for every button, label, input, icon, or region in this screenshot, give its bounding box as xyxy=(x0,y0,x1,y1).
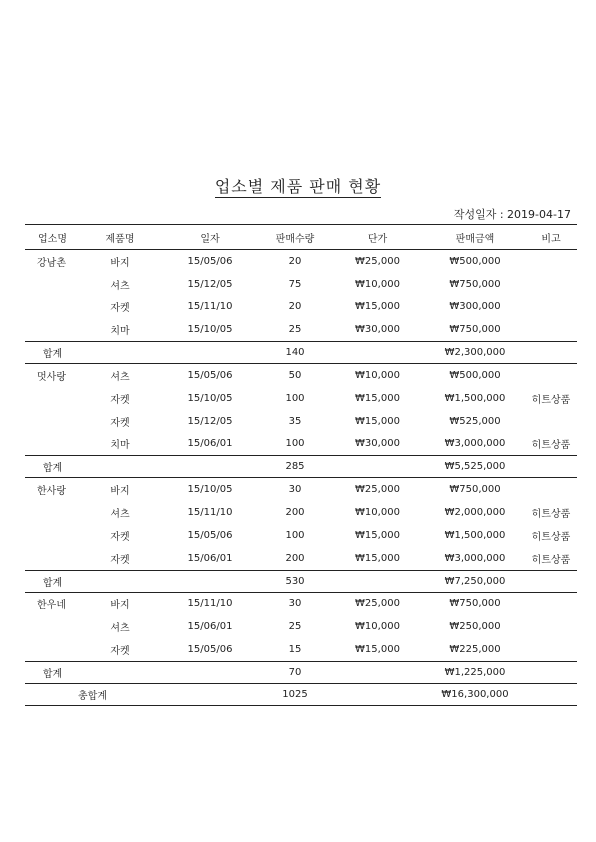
table-row xyxy=(25,387,577,410)
cell-quantity: 25 xyxy=(288,324,302,336)
subtotal-label: 합계 xyxy=(25,456,80,478)
header-quantity: 판매수량 xyxy=(260,225,330,250)
cell-vendor: 한사랑 xyxy=(37,486,66,498)
cell-empty xyxy=(80,456,160,478)
report-date: 작성일자 : 2019-04-17 xyxy=(453,208,571,221)
cell-vendor xyxy=(25,638,80,661)
subtotal-quantity: 70 xyxy=(260,661,330,683)
cell-amount: ₩3,000,000 xyxy=(444,438,506,450)
cell-vendor: 한우네 xyxy=(37,600,66,612)
cell-date: 15/05/06 xyxy=(187,255,233,267)
subtotal-quantity: 285 xyxy=(260,456,330,478)
subtotal-amount: ₩2,300,000 xyxy=(425,342,525,364)
header-note: 비고 xyxy=(525,225,577,250)
cell-note xyxy=(525,410,577,433)
cell-empty xyxy=(525,570,577,592)
cell-note xyxy=(525,615,577,638)
cell-amount: ₩3,000,000 xyxy=(444,552,506,564)
header-amount: 판매금액 xyxy=(425,225,525,250)
subtotal-label: 합계 xyxy=(25,661,80,683)
table-row xyxy=(25,364,577,387)
cell-empty xyxy=(160,661,260,683)
subtotal-amount: ₩1,225,000 xyxy=(425,661,525,683)
cell-unit-price: ₩15,000 xyxy=(355,392,400,404)
cell-unit-price: ₩10,000 xyxy=(355,278,400,290)
cell-empty xyxy=(160,683,260,705)
cell-date: 15/11/10 xyxy=(187,507,233,519)
table-header-row xyxy=(25,225,577,250)
table-row xyxy=(25,478,577,501)
cell-note xyxy=(525,318,577,341)
cell-quantity: 200 xyxy=(285,507,305,519)
cell-quantity: 25 xyxy=(288,621,302,633)
grand-total-row xyxy=(25,683,577,705)
grand-total-amount: ₩16,300,000 xyxy=(425,683,525,705)
cell-unit-price: ₩15,000 xyxy=(355,552,400,564)
table-row xyxy=(25,296,577,319)
cell-amount: ₩750,000 xyxy=(449,484,501,496)
cell-vendor xyxy=(25,318,80,341)
cell-product: 치마 xyxy=(110,440,130,452)
subtotal-quantity: 530 xyxy=(260,570,330,592)
cell-empty xyxy=(160,342,260,364)
cell-quantity: 35 xyxy=(288,415,302,427)
cell-quantity: 15 xyxy=(288,644,302,656)
cell-note: 히트상품 xyxy=(531,509,571,521)
cell-quantity: 20 xyxy=(288,301,302,313)
cell-unit-price: ₩15,000 xyxy=(355,644,400,656)
cell-note xyxy=(525,592,577,615)
cell-amount: ₩500,000 xyxy=(449,255,501,267)
cell-unit-price: ₩10,000 xyxy=(355,621,400,633)
cell-date: 15/06/01 xyxy=(187,438,233,450)
cell-vendor: 강남촌 xyxy=(37,257,66,269)
cell-empty xyxy=(80,342,160,364)
cell-quantity: 20 xyxy=(288,255,302,267)
cell-amount: ₩750,000 xyxy=(449,598,501,610)
cell-product: 셔츠 xyxy=(110,280,130,292)
cell-date: 15/12/05 xyxy=(187,415,233,427)
cell-empty xyxy=(525,342,577,364)
cell-note xyxy=(525,296,577,319)
cell-note xyxy=(525,638,577,661)
cell-quantity: 30 xyxy=(288,598,302,610)
subtotal-label: 합계 xyxy=(25,342,80,364)
table-row xyxy=(25,410,577,433)
cell-vendor: 멋사랑 xyxy=(37,372,66,384)
cell-product: 자켓 xyxy=(110,554,130,566)
cell-date: 15/12/05 xyxy=(187,278,233,290)
table-row xyxy=(25,318,577,341)
subtotal-row xyxy=(25,456,577,478)
cell-amount: ₩500,000 xyxy=(449,370,501,382)
table-row xyxy=(25,250,577,273)
cell-product: 셔츠 xyxy=(110,372,130,384)
cell-empty xyxy=(80,570,160,592)
cell-empty xyxy=(525,661,577,683)
cell-amount: ₩300,000 xyxy=(449,301,501,313)
cell-amount: ₩1,500,000 xyxy=(444,529,506,541)
table-row xyxy=(25,433,577,456)
cell-quantity: 100 xyxy=(285,392,305,404)
cell-date: 15/10/05 xyxy=(187,392,233,404)
cell-product: 자켓 xyxy=(110,531,130,543)
cell-unit-price: ₩10,000 xyxy=(355,507,400,519)
cell-note: 히트상품 xyxy=(531,440,571,452)
cell-unit-price: ₩15,000 xyxy=(355,415,400,427)
subtotal-amount: ₩5,525,000 xyxy=(425,456,525,478)
subtotal-quantity: 140 xyxy=(260,342,330,364)
cell-note xyxy=(525,478,577,501)
cell-unit-price: ₩25,000 xyxy=(355,255,400,267)
cell-date: 15/05/06 xyxy=(187,529,233,541)
subtotal-row xyxy=(25,570,577,592)
cell-product: 자켓 xyxy=(110,394,130,406)
cell-quantity: 50 xyxy=(288,370,302,382)
cell-date: 15/11/10 xyxy=(187,301,233,313)
table-row xyxy=(25,615,577,638)
cell-note: 히트상품 xyxy=(531,531,571,543)
cell-product: 자켓 xyxy=(110,303,130,315)
cell-date: 15/06/01 xyxy=(187,552,233,564)
cell-unit-price: ₩30,000 xyxy=(355,324,400,336)
grand-total-label: 총합계 xyxy=(25,683,160,705)
cell-vendor xyxy=(25,296,80,319)
cell-product: 셔츠 xyxy=(110,623,130,635)
cell-date: 15/11/10 xyxy=(187,598,233,610)
cell-unit-price: ₩25,000 xyxy=(355,598,400,610)
cell-date: 15/10/05 xyxy=(187,484,233,496)
table-row xyxy=(25,273,577,296)
table-row xyxy=(25,592,577,615)
table-row xyxy=(25,638,577,661)
cell-product: 자켓 xyxy=(110,646,130,658)
cell-quantity: 100 xyxy=(285,529,305,541)
cell-empty xyxy=(330,456,425,478)
cell-note xyxy=(525,250,577,273)
report-title: 업소별 제품 판매 현황 xyxy=(214,177,382,196)
cell-quantity: 100 xyxy=(285,438,305,450)
cell-product: 바지 xyxy=(110,257,130,269)
cell-amount: ₩250,000 xyxy=(449,621,501,633)
cell-note: 히트상품 xyxy=(531,554,571,566)
cell-unit-price: ₩15,000 xyxy=(355,301,400,313)
cell-date: 15/05/06 xyxy=(187,370,233,382)
cell-vendor xyxy=(25,501,80,524)
cell-quantity: 75 xyxy=(288,278,302,290)
cell-vendor xyxy=(25,615,80,638)
cell-product: 바지 xyxy=(110,600,130,612)
cell-unit-price: ₩25,000 xyxy=(355,484,400,496)
subtotal-label: 합계 xyxy=(25,570,80,592)
cell-date: 15/10/05 xyxy=(187,324,233,336)
cell-vendor xyxy=(25,524,80,547)
cell-empty xyxy=(525,683,577,705)
subtotal-amount: ₩7,250,000 xyxy=(425,570,525,592)
cell-amount: ₩2,000,000 xyxy=(444,507,506,519)
header-vendor: 업소명 xyxy=(25,225,80,250)
cell-unit-price: ₩10,000 xyxy=(355,370,400,382)
cell-unit-price: ₩30,000 xyxy=(355,438,400,450)
table-row xyxy=(25,501,577,524)
cell-vendor xyxy=(25,410,80,433)
cell-empty xyxy=(160,570,260,592)
cell-unit-price: ₩15,000 xyxy=(355,529,400,541)
cell-date: 15/05/06 xyxy=(187,644,233,656)
subtotal-row xyxy=(25,661,577,683)
cell-amount: ₩750,000 xyxy=(449,324,501,336)
cell-vendor xyxy=(25,273,80,296)
cell-empty xyxy=(80,661,160,683)
cell-product: 자켓 xyxy=(110,417,130,429)
cell-empty xyxy=(525,456,577,478)
cell-product: 셔츠 xyxy=(110,509,130,521)
cell-date: 15/06/01 xyxy=(187,621,233,633)
cell-amount: ₩750,000 xyxy=(449,278,501,290)
header-unit-price: 단가 xyxy=(330,225,425,250)
cell-quantity: 30 xyxy=(288,484,302,496)
table-row xyxy=(25,524,577,547)
cell-product: 바지 xyxy=(110,486,130,498)
cell-amount: ₩1,500,000 xyxy=(444,392,506,404)
cell-empty xyxy=(160,456,260,478)
table-row xyxy=(25,547,577,570)
cell-empty xyxy=(330,570,425,592)
grand-total-quantity: 1025 xyxy=(260,683,330,705)
cell-empty xyxy=(330,661,425,683)
cell-empty xyxy=(330,683,425,705)
sales-table xyxy=(25,224,577,706)
cell-quantity: 200 xyxy=(285,552,305,564)
cell-amount: ₩525,000 xyxy=(449,415,501,427)
cell-empty xyxy=(330,342,425,364)
cell-note xyxy=(525,273,577,296)
cell-note: 히트상품 xyxy=(531,394,571,406)
cell-amount: ₩225,000 xyxy=(449,644,501,656)
cell-note xyxy=(525,364,577,387)
header-date: 일자 xyxy=(160,225,260,250)
subtotal-row xyxy=(25,342,577,364)
cell-vendor xyxy=(25,387,80,410)
cell-product: 치마 xyxy=(110,326,130,338)
header-product: 제품명 xyxy=(80,225,160,250)
cell-vendor xyxy=(25,547,80,570)
cell-vendor xyxy=(25,433,80,456)
